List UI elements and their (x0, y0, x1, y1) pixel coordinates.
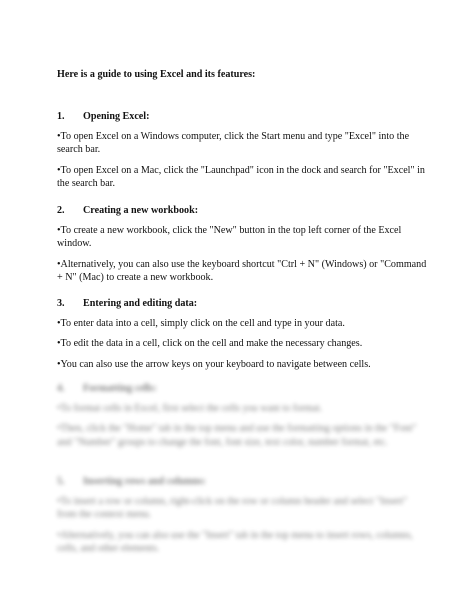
section-number: 1. (57, 111, 65, 122)
section-title: Inserting rows and columns: (83, 476, 206, 487)
section-formatting-cells (57, 382, 427, 449)
section-opening-excel (57, 110, 427, 190)
bullet-paragraph: •You can also use the arrow keys on your keyboard to navigate between cells. (57, 358, 371, 370)
bullet-paragraph: •Then, click the "Home" tab in the top menu and use the formatting options in the "Font" and "Number" groups to change the font, font size, text color, number format, etc. (57, 423, 417, 448)
bullet-paragraph: •To format cells in Excel, first select the cells you want to format. (57, 403, 323, 415)
section-number: 4. (57, 383, 65, 394)
bullet-paragraph: •To open Excel on a Mac, click the "Launchpad" icon in the dock and search for "Excel" in the search bar. (57, 164, 425, 189)
section-title: Creating a new workbook: (83, 205, 199, 216)
section-creating-workbook (57, 204, 427, 284)
section-heading (57, 297, 427, 310)
bullet-paragraph: •To open Excel on a Windows computer, click the Start menu and type "Excel" into the search bar. (57, 131, 410, 156)
bullet-paragraph: •Alternatively, you can also use the keyboard shortcut "Ctrl + N" (Windows) or "Command + N" (Mac) to create a new workbook. (57, 258, 427, 283)
section-number: 3. (57, 298, 65, 309)
bullet-paragraph: •To enter data into a cell, simply click on the cell and type in your data. (57, 318, 345, 330)
section-heading (57, 110, 427, 123)
section-number: 2. (57, 205, 65, 216)
bullet-paragraph: •To create a new workbook, click the "New" button in the top left corner of the Excel window. (57, 225, 402, 250)
section-heading (57, 382, 427, 395)
section-title: Entering and editing data: (83, 298, 198, 309)
intro-heading: Here is a guide to using Excel and its features: (57, 69, 256, 80)
section-entering-data (57, 297, 427, 371)
section-heading (57, 475, 427, 488)
section-heading (57, 204, 427, 217)
bullet-paragraph: •Alternatively, you can also use the "Insert" tab in the top menu to insert rows, columns, cells, and other elements. (57, 529, 413, 554)
bullet-paragraph: •To insert a row or column, right-click on the row or column header and select "Insert" from the context menu. (57, 496, 408, 521)
section-title: Formatting cells: (83, 383, 157, 394)
section-inserting-rows (57, 475, 427, 555)
bullet-paragraph: •To edit the data in a cell, click on the cell and make the necessary changes. (57, 338, 363, 350)
section-number: 5. (57, 476, 65, 487)
section-title: Opening Excel: (83, 111, 150, 122)
